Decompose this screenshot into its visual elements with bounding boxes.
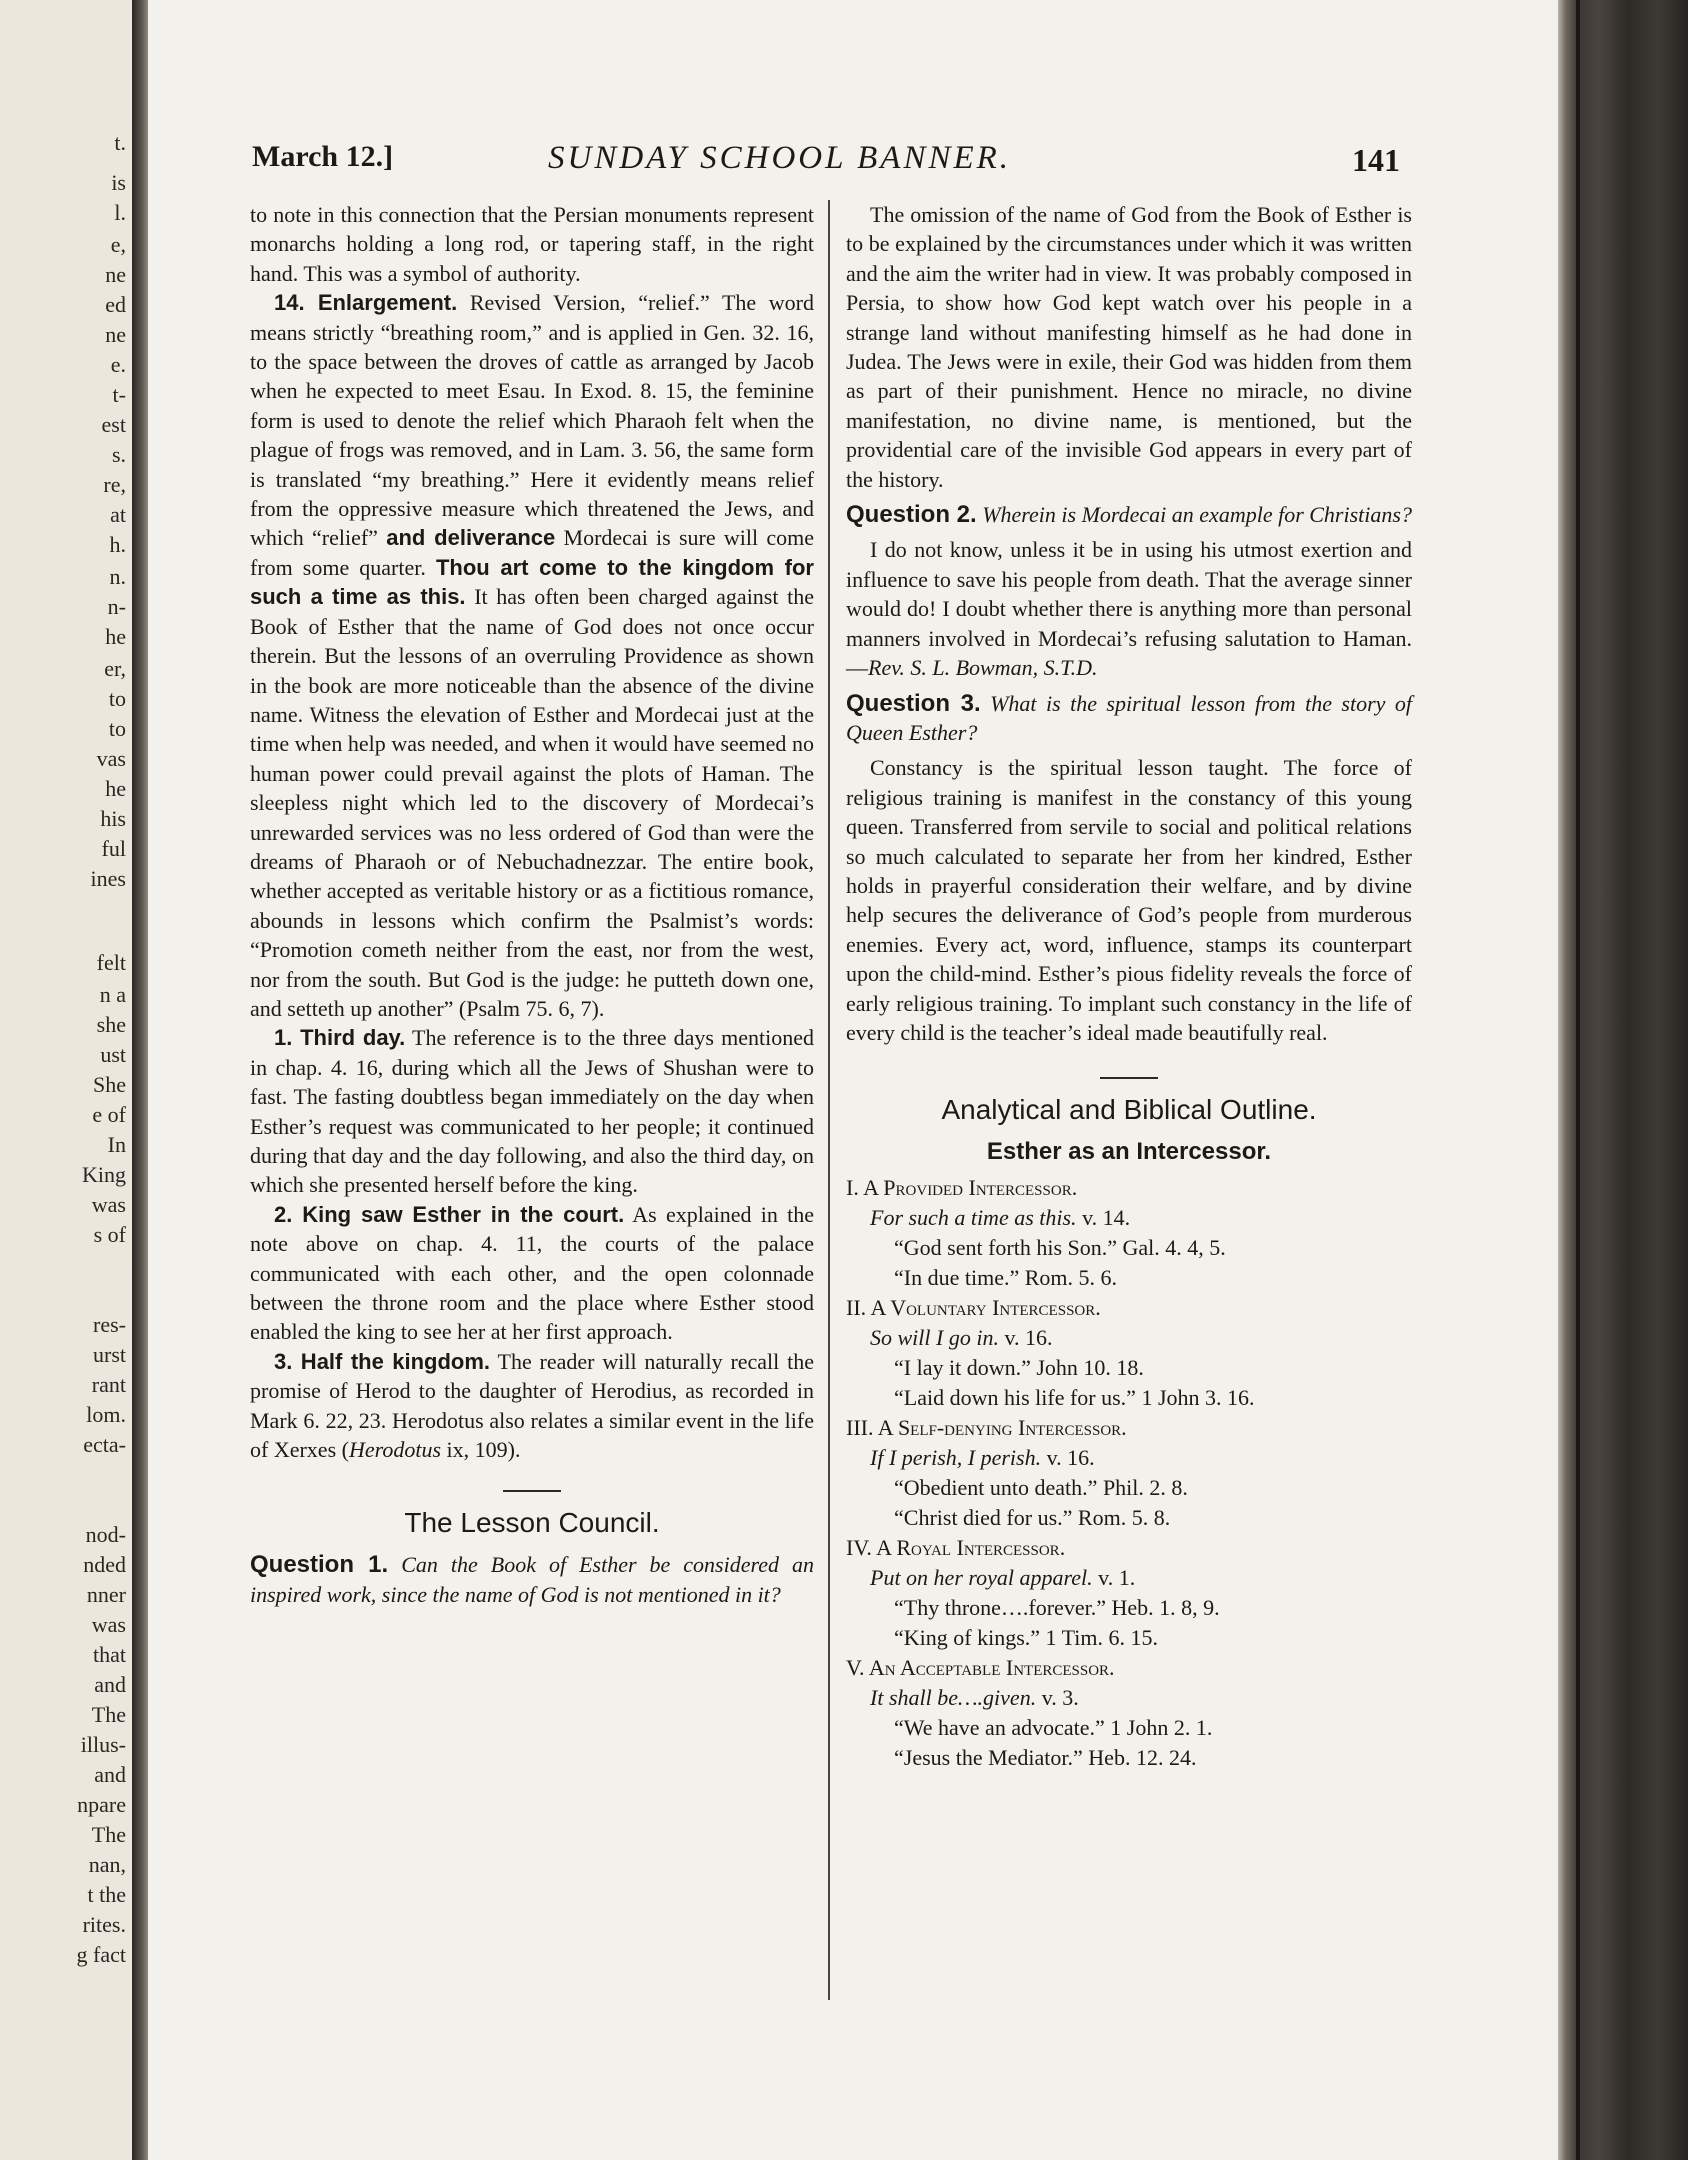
text: Revised Version, “relief.” The word means strictly “breathing room,” and is applied in Gen. 32. 16, to the space between the droves of cattle as arranged by Jacob when he expected to meet Esau. In Exod. 8. 15, the feminine form is used to denote the relief which Pharaoh felt when the plague of frogs was removed, and in Lam. 3. 56, the same form is translated “my breathing.” Here it evidently means relief from the oppressive measure which threatened the Jews, and which “relief” <box>250 290 814 551</box>
bleed-fragment: vas <box>96 746 126 771</box>
outline-verse-ref: v. 3. <box>1036 1684 1079 1710</box>
citation-ref: Phil. 2. 8. <box>1097 1474 1188 1500</box>
bleed-fragment: The <box>91 1702 126 1727</box>
outline-verse-text: If I perish, I perish. <box>870 1444 1042 1470</box>
bleed-fragment: nner <box>86 1582 126 1607</box>
outline-citation <box>846 1383 1412 1413</box>
bleed-fragment: felt <box>96 950 126 975</box>
text: The reference is to the three days mentioned in chap. 4. 16, during which all the Jews of Shushan were to fast. The fasting doubtless began immediately on the day when Esther’s request was communicated to her people; it continued during that day and the day following, and also the third day, on which she presented herself before the king. <box>250 1025 814 1198</box>
paragraph: The omission of the name of God from the Book of Esther is to be explained by the circumstances under which it was written and the aim the writer had in view. It was probably composed in Persia, to show how God kept watch over his people in a strange land without manifesting himself as he had done in Judea. The Jews were in exile, their God was hidden from them as part of their punishment. Hence no miracle, no divine manifestation, no divine name, is mentioned, but the providential care of the invisible God appears in every part of the history. <box>846 202 1412 492</box>
outline-verse <box>846 1563 1412 1593</box>
outline-citation <box>846 1743 1412 1773</box>
bleed-fragment: he <box>105 776 126 801</box>
bleed-fragment: ines <box>90 866 126 891</box>
outline-citation <box>846 1623 1412 1653</box>
section-heading: The Lesson Council. <box>250 1490 814 1540</box>
outline-citation <box>846 1503 1412 1533</box>
bleed-fragment: l. <box>114 200 126 225</box>
paragraph <box>250 1347 814 1465</box>
bleed-fragment: nded <box>83 1552 126 1577</box>
outline-heading: II. A Voluntary Intercessor. <box>846 1294 1101 1320</box>
bleed-fragment: rites. <box>82 1912 126 1937</box>
outline-verse-ref: v. 16. <box>1041 1444 1095 1470</box>
citation-quote: “I lay it down.” <box>894 1354 1031 1380</box>
outline-subtitle: Esther as an Intercessor. <box>986 1138 1272 1166</box>
bleed-fragment: t. <box>114 130 126 155</box>
question <box>250 1550 814 1609</box>
outline-verse-text: Put on her royal apparel. <box>870 1564 1093 1590</box>
bleed-fragment: rant <box>91 1372 126 1397</box>
bleed-fragment: er, <box>104 656 126 681</box>
bleed-fragment: ust <box>100 1042 126 1067</box>
header-date: March 12.] <box>252 140 394 173</box>
citation-quote: “Jesus the Mediator.” <box>894 1744 1083 1770</box>
bleed-fragment: t the <box>87 1882 126 1907</box>
outline-heading: III. A Self-denying Intercessor. <box>846 1414 1127 1440</box>
bleed-fragment: e of <box>92 1102 126 1127</box>
note-heading: 2. King saw Esther in the court. <box>274 1201 625 1227</box>
question <box>846 500 1412 529</box>
bleed-fragment: King <box>82 1162 126 1187</box>
citation-ref: John 10. 18. <box>1030 1354 1144 1380</box>
header-title: SUNDAY SCHOOL BANNER. <box>548 140 1012 176</box>
question-text: Wherein is Mordecai an example for Christians? <box>976 502 1412 528</box>
bleed-fragment: nan, <box>88 1852 126 1877</box>
citation-ref: Heb. 1. 8, 9. <box>1105 1594 1220 1620</box>
outline-citation <box>846 1263 1412 1293</box>
bleed-fragment: n a <box>99 982 126 1007</box>
paragraph <box>250 1023 814 1199</box>
citation-ref: 1 John 2. 1. <box>1104 1714 1213 1740</box>
bleed-fragment: ecta- <box>83 1432 126 1457</box>
outline-verse <box>846 1443 1412 1473</box>
bleed-fragment: at <box>110 502 126 527</box>
citation-ref: 1 Tim. 6. 15. <box>1040 1624 1159 1650</box>
bleed-fragment: urst <box>93 1342 126 1367</box>
bleed-fragment: The <box>91 1822 126 1847</box>
outline-heading: V. An Acceptable Intercessor. <box>846 1654 1115 1680</box>
bleed-fragment: is <box>111 170 126 195</box>
bleed-fragment: ful <box>101 836 126 861</box>
column-rule <box>828 200 830 2000</box>
outline-citation <box>846 1233 1412 1263</box>
bleed-fragment: res- <box>93 1312 126 1337</box>
bleed-fragment: e, <box>110 232 126 257</box>
left-column <box>250 200 814 1609</box>
bleed-fragment: n. <box>109 564 126 589</box>
outline-verse-text: It shall be….given. <box>870 1684 1037 1710</box>
paragraph <box>846 535 1412 682</box>
section-heading: Analytical and Biblical Outline. <box>846 1077 1412 1127</box>
note-heading: 14. Enlargement. <box>274 290 458 316</box>
citation-quote: “God sent forth his Son.” <box>894 1234 1118 1260</box>
question-text: What is the spiritual lesson from the story of Queen Esther? <box>846 690 1413 745</box>
citation-quote: “Thy throne….forever.” <box>894 1594 1106 1620</box>
bold-phrase: Thou art come to the kingdom for such a time as this. <box>250 554 814 610</box>
right-column <box>846 200 1412 1773</box>
bleed-fragment: to <box>108 716 126 741</box>
outline-verse-ref: v. 1. <box>1092 1564 1136 1590</box>
outline-verse <box>846 1323 1412 1353</box>
bleed-fragment: h. <box>109 532 126 557</box>
bleed-fragment: ne <box>105 262 126 287</box>
outline-citation <box>846 1353 1412 1383</box>
text: It has often been charged against the Book of Esther that the name of God does not once occur therein. But the lessons of an overruling Providence as shown in the book are more noticeable than the absence of the divine name. Witness the elevation of Esther and Mordecai just at the time when help was needed, and when it would have seemed no human power could prevail against the plots of Haman. The sleepless night which led to the discovery of Mordecai’s unrewarded services was no less ordered of God than were the dreams of Pharaoh or of Nebuchadnezzar. The entire book, whether accepted as veritable history or as a fictitious romance, abounds in lessons which confirm the Psalmist’s words: “Promotion cometh neither from the east, nor from the west, nor from the south. But God is the judge: he putteth down one, and setteth up another” (Psalm 75. 6, 7). <box>250 584 814 1021</box>
note-heading: 1. Third day. <box>274 1025 406 1051</box>
bleed-fragment: and <box>94 1762 126 1787</box>
paragraph <box>250 288 814 1023</box>
outline-verse <box>846 1203 1412 1233</box>
citation-quote: “We have an advocate.” <box>894 1714 1105 1740</box>
bold-phrase: and deliverance <box>386 525 556 551</box>
italic-ref: Herodotus <box>348 1437 442 1463</box>
outline-heading: IV. A Royal Intercessor. <box>846 1534 1066 1560</box>
bleed-fragment: ne <box>105 322 126 347</box>
outline-verse-text: So will I go in. <box>870 1324 999 1350</box>
bleed-fragment: She <box>93 1072 126 1097</box>
citation-ref: Rom. 5. 8. <box>1072 1504 1171 1530</box>
bleed-fragment: that <box>93 1642 126 1667</box>
outline-citation <box>846 1473 1412 1503</box>
text: As explained in the note above on chap. 4. 11, the courts of the palace communicated with each other, and the open colonnade between the throne room and the place where Esther stood enabled the king to see her at her first approach. <box>250 1201 814 1345</box>
note-heading: 3. Half the kingdom. <box>274 1348 491 1374</box>
bleed-fragment: npare <box>77 1792 126 1817</box>
text: ix, 109). <box>441 1437 521 1463</box>
citation-quote: “King of kings.” <box>894 1624 1041 1650</box>
bleed-fragment: he <box>105 624 126 649</box>
outline-verse-ref: v. 14. <box>1076 1204 1131 1230</box>
bleed-fragment: In <box>107 1132 126 1157</box>
text: The reader will naturally recall the promise of Herod to the daughter of Herodius, as recorded in Mark 6. 22, 23. Herodotus also relates a similar event in the life of Xerxes ( <box>250 1348 815 1463</box>
question-heading: Question 1. <box>250 1551 389 1579</box>
bleed-fragment: was <box>91 1192 126 1217</box>
bleed-fragment: his <box>100 806 126 831</box>
question-heading: Question 2. <box>846 501 977 529</box>
citation-quote: “Laid down his life for us.” <box>894 1384 1136 1410</box>
question <box>846 689 1412 748</box>
bleed-fragment: re, <box>103 472 126 497</box>
bleed-fragment: nod- <box>85 1522 126 1547</box>
bleed-fragment: illus- <box>80 1732 126 1757</box>
facing-page-strip <box>0 0 132 2160</box>
bleed-fragment: to <box>108 686 126 711</box>
bleed-fragment: g fact <box>76 1942 126 1967</box>
question-heading: Question 3. <box>846 689 981 717</box>
citation-quote: “Christ died for us.” <box>894 1504 1073 1530</box>
citation-quote: “In due time.” <box>894 1264 1020 1290</box>
outline-citation <box>846 1713 1412 1743</box>
bleed-fragment: was <box>91 1612 126 1637</box>
page-gutter <box>132 0 148 2160</box>
paragraph: to note in this connection that the Persian monuments represent monarchs holding a long rod, or tapering staff, in the right hand. This was a symbol of authority. <box>250 202 814 286</box>
spine-edge <box>1576 0 1580 2160</box>
signature: Rev. S. L. Bowman, S.T.D. <box>868 655 1098 681</box>
bleed-fragment: and <box>94 1672 126 1697</box>
bleed-fragment: n- <box>107 594 126 619</box>
outline-heading: I. A Provided Intercessor. <box>846 1174 1078 1200</box>
outline-verse-ref: v. 16. <box>998 1324 1053 1350</box>
bleed-fragment: s of <box>93 1222 126 1247</box>
citation-ref: 1 John 3. 16. <box>1135 1384 1255 1410</box>
bleed-fragment: est <box>101 412 126 437</box>
bleed-fragment: t- <box>112 382 126 407</box>
citation-ref: Rom. 5. 6. <box>1019 1264 1118 1290</box>
citation-quote: “Obedient unto death.” <box>894 1474 1098 1500</box>
outline-verse-text: For such a time as this. <box>870 1204 1077 1230</box>
question-text: Can the Book of Esther be considered an inspired work, since the name of God is not mentioned in it? <box>250 1552 814 1607</box>
page-number: 141 <box>1352 142 1400 178</box>
bleed-fragment: ed <box>105 292 126 317</box>
text: Mordecai is sure will come from some quarter. <box>250 525 814 580</box>
paragraph <box>250 1200 814 1347</box>
citation-ref: Heb. 12. 24. <box>1082 1744 1197 1770</box>
book-spine <box>1558 0 1688 2160</box>
bleed-fragment: lom. <box>86 1402 126 1427</box>
outline-verse <box>846 1683 1412 1713</box>
outline-citation <box>846 1593 1412 1623</box>
paragraph: Constancy is the spiritual lesson taught. The force of religious training is manifest in the constancy of this young queen. Transferred from servile to social and political relations so much calculated to separate her from her kindred, Esther holds in prayerful consideration their welfare, and by divine help secures the deliverance of God’s people from murderous enemies. Every act, word, influence, stamps its counterpart upon the child-mind. Esther’s pious fidelity reveals the force of early religious training. To implant such constancy in the life of every child is the teacher’s ideal made beautifully real. <box>846 755 1412 1045</box>
bleed-fragment: s. <box>111 442 126 467</box>
citation-ref: Gal. 4. 4, 5. <box>1117 1234 1226 1260</box>
bleed-fragment: she <box>96 1012 126 1037</box>
text: I do not know, unless it be in using his utmost exertion and influence to save his people from death. That the average sinner would do! I doubt whether there is anything more than personal manners involved in Mordecai’s refusing salutation to Haman.— <box>846 537 1412 681</box>
bleed-fragment: e. <box>110 352 126 377</box>
outline-list <box>846 1173 1412 1773</box>
